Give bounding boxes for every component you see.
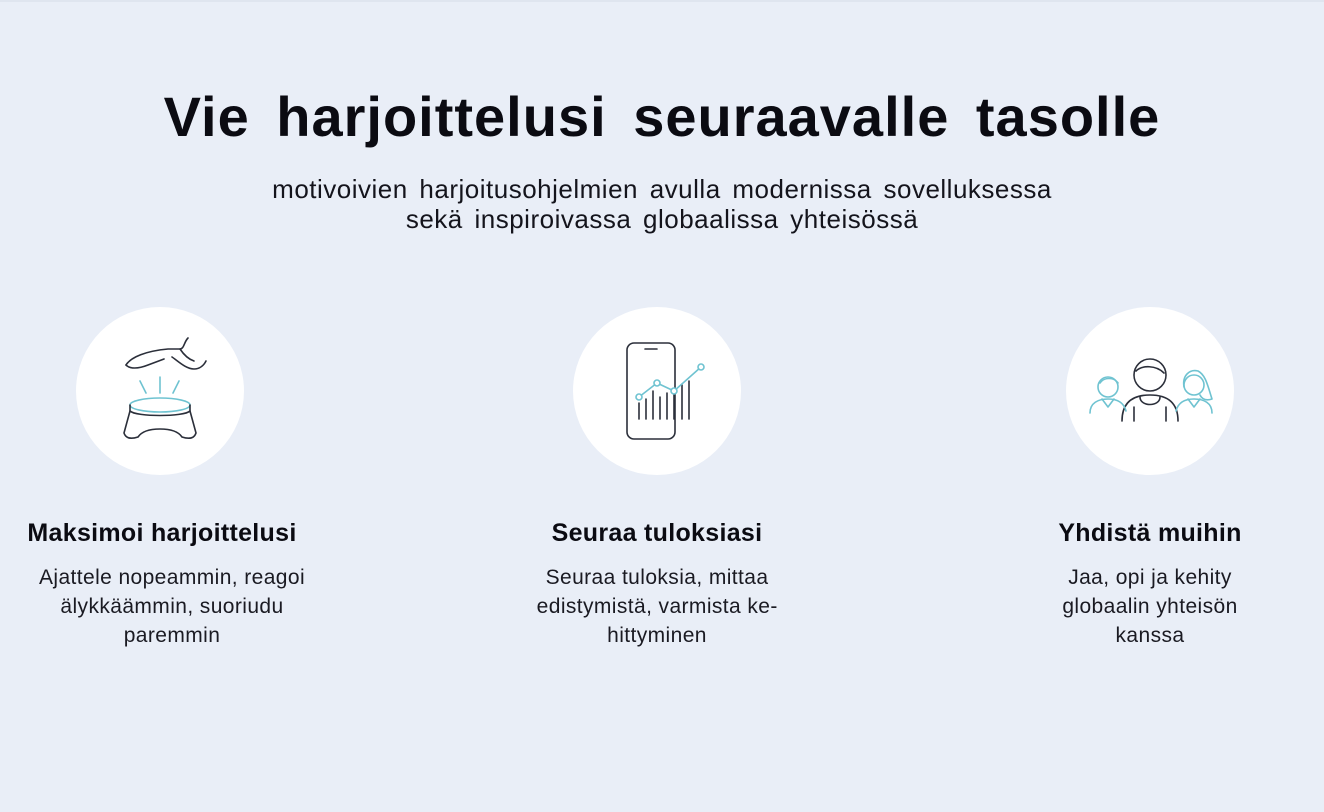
feature-icon-circle [76,307,244,475]
hand-over-bowl-icon [76,307,244,475]
feature-title: Seuraa tuloksiasi [551,519,763,547]
top-divider [0,0,1324,2]
feature-icon-circle [573,307,741,475]
feature-card-training [0,307,332,650]
hero-subtitle-line-1: motivoivien harjoitusohjelmien avulla modernissa sovelluksessa [272,174,1052,204]
hero-title: Vie harjoittelusi seuraavalle tasolle [163,85,1161,148]
phone-chart-icon [573,307,741,475]
feature-description: Seuraa tuloksia, mittaa edistymistä, varmista kehittyminen [536,566,778,647]
people-community-icon [1066,307,1234,475]
feature-description: Jaa, opi ja kehity globaalin yhteisön kanssa [1062,566,1238,647]
feature-title: Maksimoi harjoittelusi [27,519,297,547]
feature-title: Yhdistä muihin [1058,519,1242,547]
hero-subtitle-line-2: sekä inspiroivassa globaalissa yhteisössä [405,204,919,234]
hero-subtitle [0,174,1324,234]
feature-card-results [487,307,827,650]
feature-card-community [980,307,1320,650]
feature-description: Ajattele nopeammin, reagoi älykkäämmin, suoriudu paremmin [38,566,306,647]
feature-icon-circle [1066,307,1234,475]
